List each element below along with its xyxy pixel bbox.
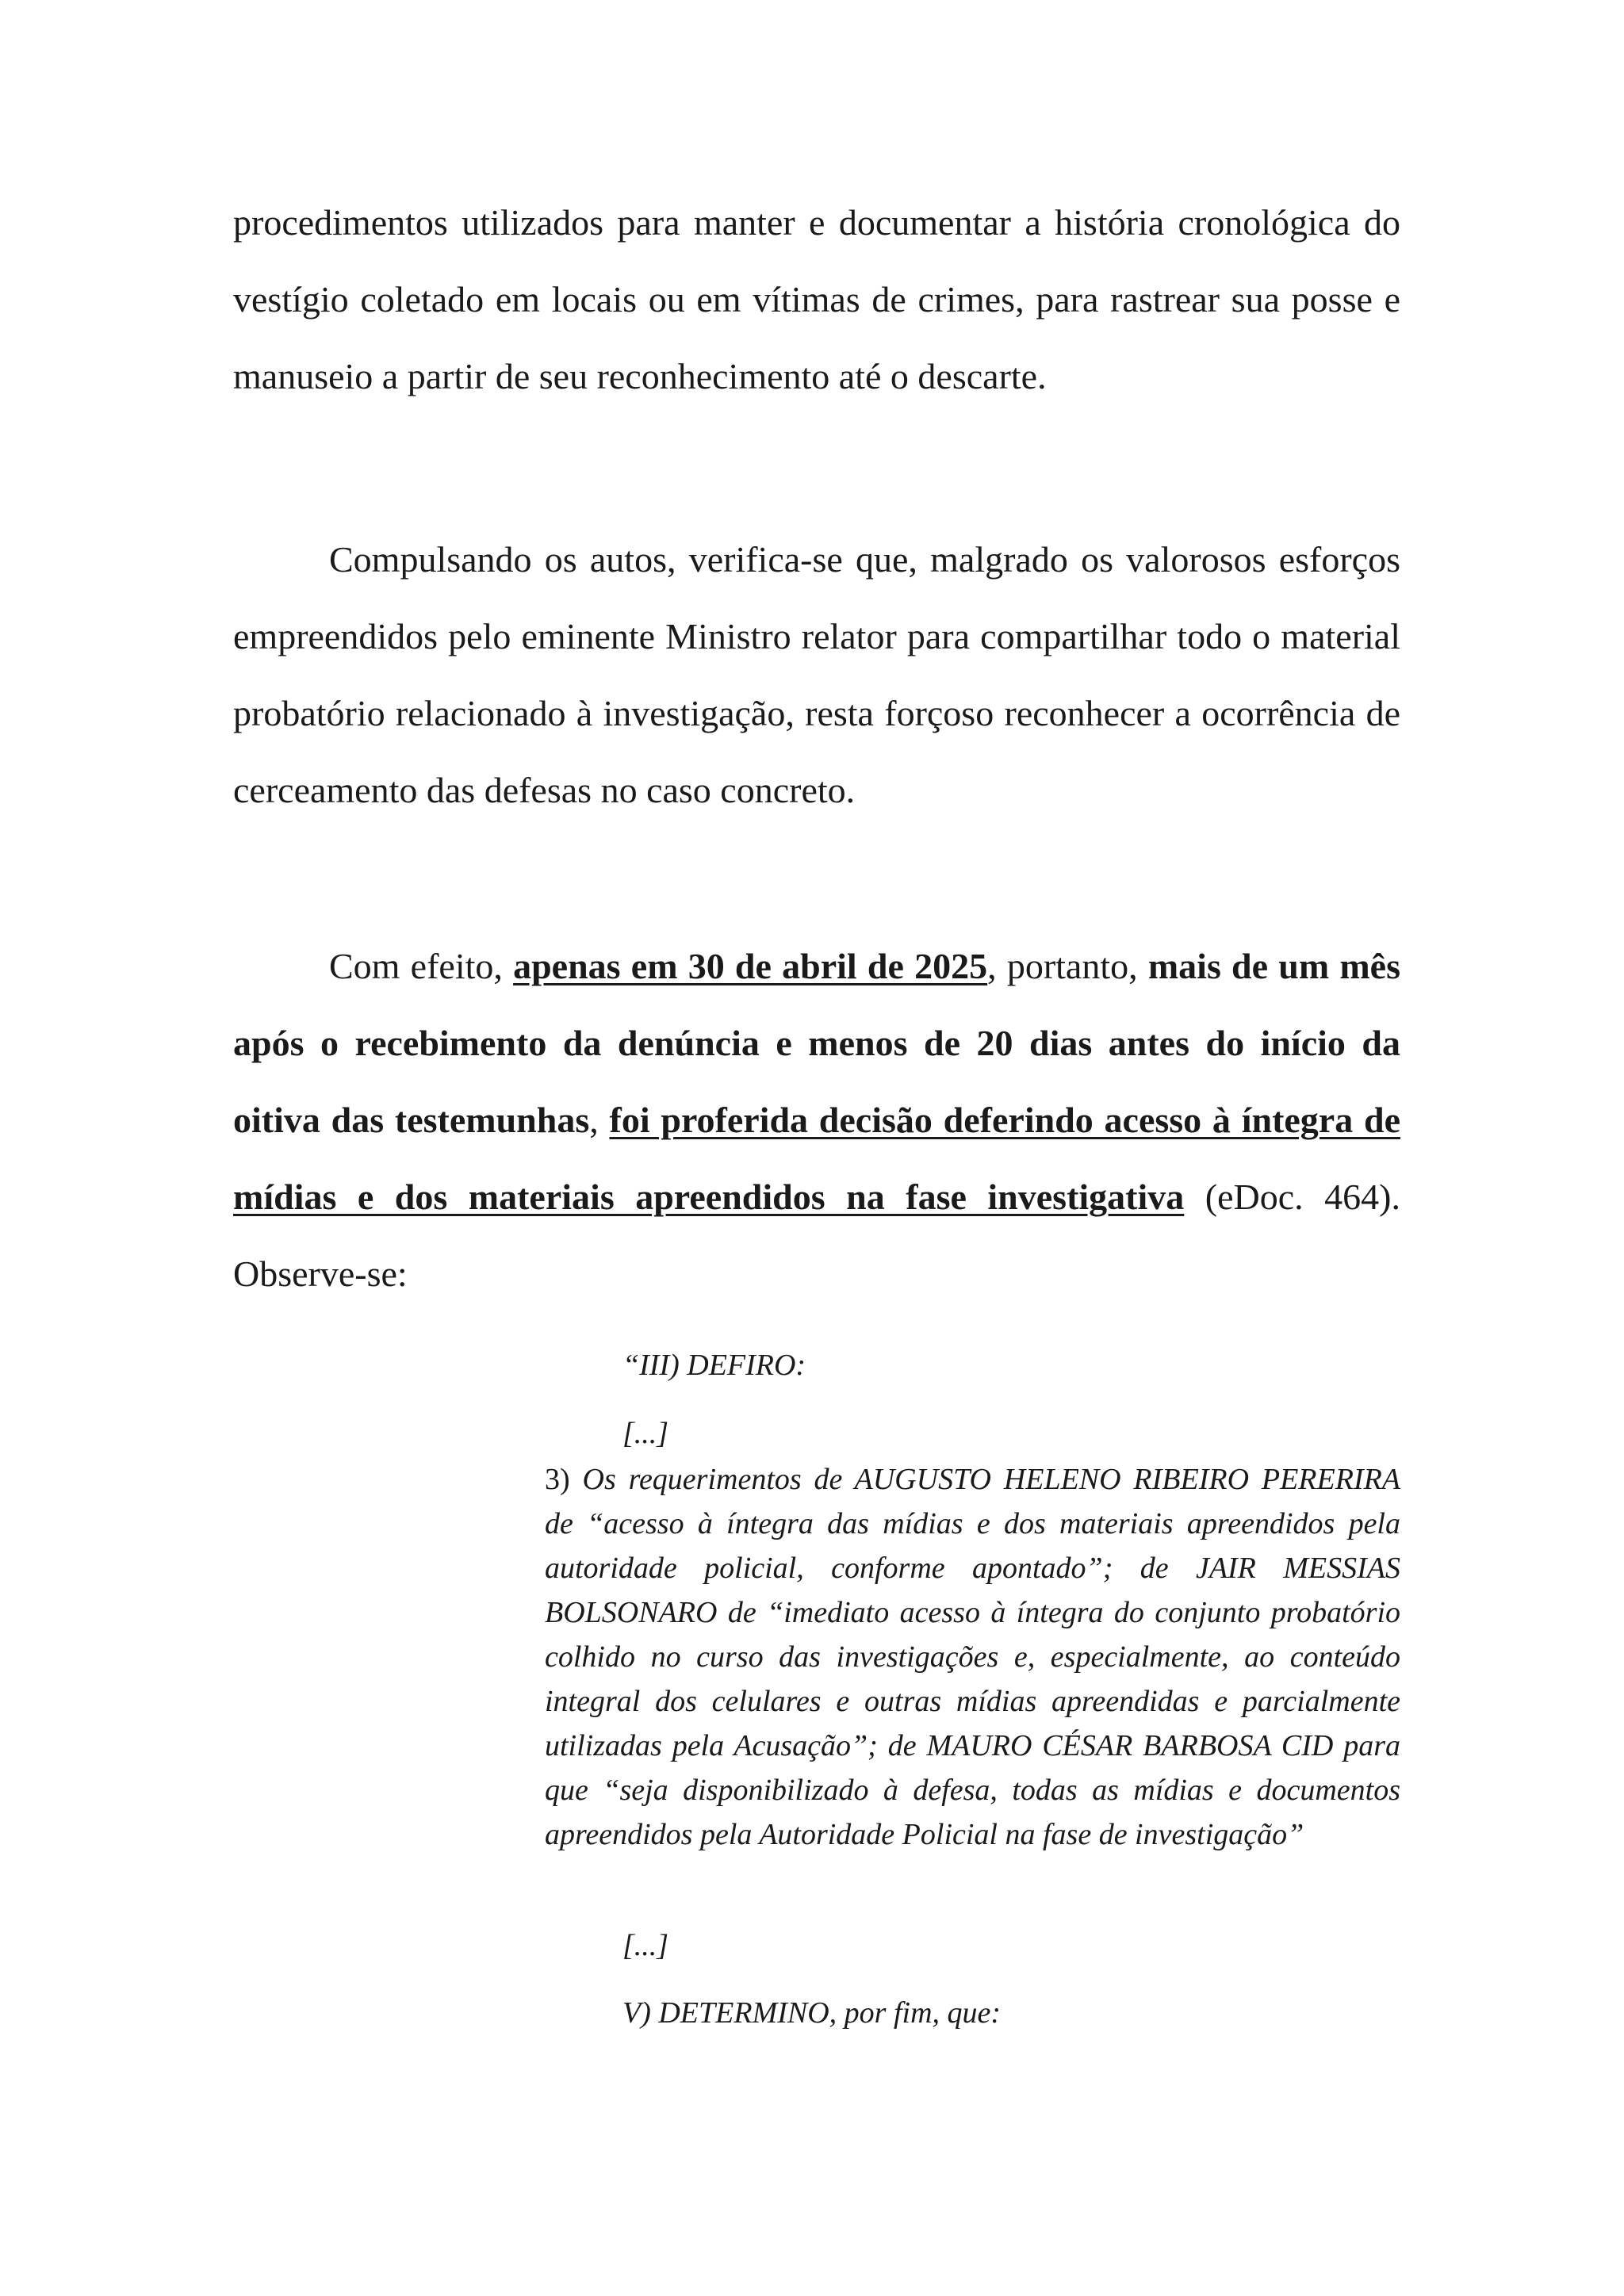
quote-defiro: “III) DEFIRO: [622,1349,806,1382]
paragraph-com-efeito [233,928,1400,1312]
text-segment: , portanto, [987,946,1148,986]
paragraph-chain-of-custody: procedimentos utilizados para manter e documentar a história cronológica do vestígio coletado em locais ou em vítimas de crimes, para rastrear sua posse e manuseio a partir de seu reconhecimento até o descarte. [233,202,1400,396]
quote-determino: V) DETERMINO, por fim, que: [622,1996,1002,2030]
text-segment: , [589,1100,610,1140]
text-segment: (eDoc. 464). Observe-se: [233,1177,1400,1294]
quote-item-text: Os requerimentos de AUGUSTO HELENO RIBEIRO PERERIRA de “acesso à íntegra das mídias e dos materiais apreendidos pela autoridade policial, conforme apontado”; de JAIR MESSIAS BOLSONARO de “imediato acesso à íntegra do conjunto probatório colhido no curso das investigações e, especialmente, ao conteúdo integral dos celulares e outras mídias apreendidas e parcialmente utilizadas pela Acusação”; de MAURO CÉSAR BARBOSA CID para que “seja disponibilizado à defesa, todas as mídias e documentos apreendidos pela Autoridade Policial na fase de investigação” [545,1463,1400,1851]
paragraph-compulsando: Compulsando os autos, verifica-se que, malgrado os valorosos esforços empreendidos pelo eminente Ministro relator para compartilhar todo o material probatório relacionado à investigação, resta forçoso reconhecer a ocorrência de cerceamento das defesas no caso concreto. [233,539,1400,810]
quote-ellipsis: [...] [622,1417,669,1450]
emphasis-decision: foi proferida decisão deferindo acesso à íntegra de mídias e dos materiais apreendidos na fase investigativa [233,1100,1400,1217]
emphasis-date: apenas em 30 de abril de 2025 [513,946,988,986]
emphasis-timing: mais de um mês após o recebimento da denúncia e menos de 20 dias antes do início da oitiva das testemunhas [233,946,1401,1140]
quote-ellipsis: [...] [622,1929,669,1962]
text-segment: Com efeito, [329,946,514,986]
quote-item-number: 3) [545,1463,583,1496]
quote-item-3 [545,1457,1400,1857]
